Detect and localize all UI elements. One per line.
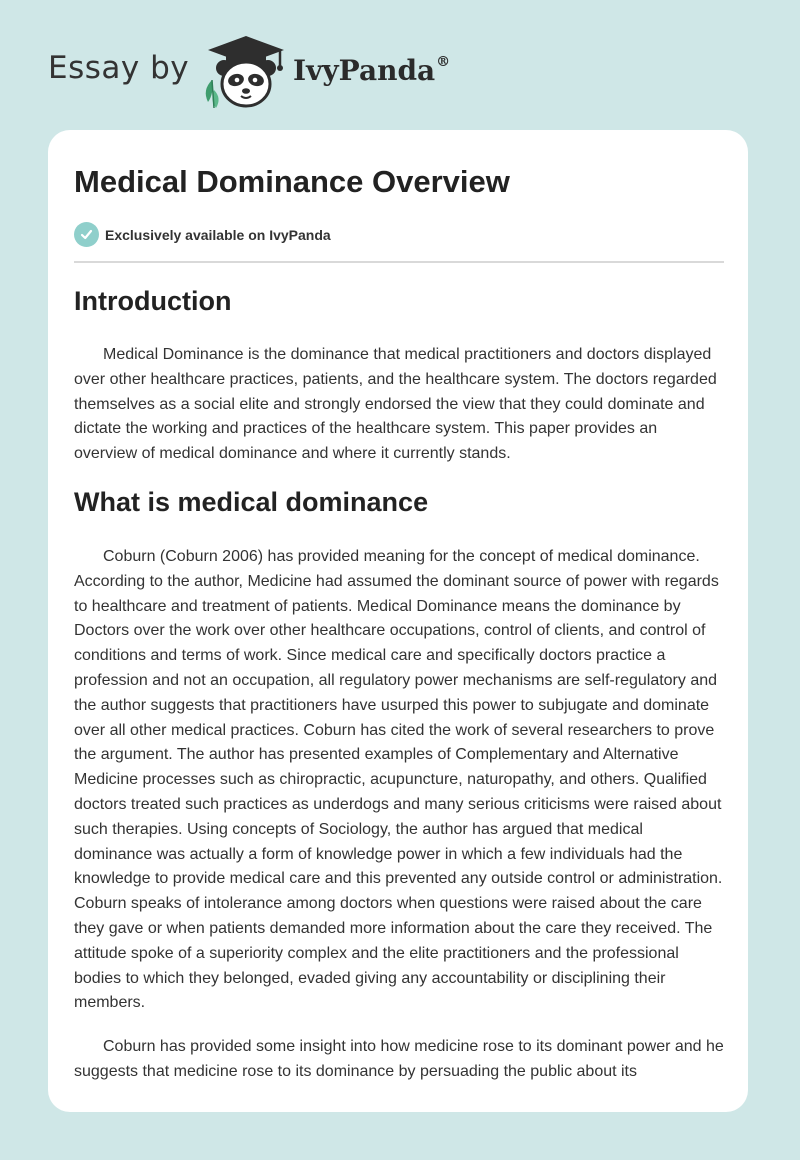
section-heading-what-is: What is medical dominance <box>74 487 429 517</box>
brand-name[interactable] <box>293 54 450 87</box>
panda-logo-icon[interactable] <box>200 32 292 110</box>
essay-card <box>48 130 748 1112</box>
check-icon <box>74 222 99 247</box>
brand-text: IvyPanda <box>293 54 436 87</box>
paragraph-what-is-2: Coburn has provided some insight into how medicine rose to its dominant power and he suggests that medicine rose to its dominance by persuading the public about its <box>74 1038 724 1080</box>
exclusive-badge <box>74 222 331 247</box>
registered-mark: ® <box>436 54 451 70</box>
site-header <box>0 0 800 120</box>
exclusive-label: Exclusively available on IvyPanda <box>105 226 331 243</box>
page-title: Medical Dominance Overview <box>74 164 510 199</box>
paragraph-what-is-1: Coburn (Coburn 2006) has provided meaning for the concept of medical dominance. According to the author, Medicine had assumed the dominant source of power with regards to healthcare and treatment of patients. Medical Dominance means the dominance by Doctors over the work over other healthcare occupations, control of clients, and control of conditions and terms of work. Since medical care and specifically doctors practice a profession and not an occupation, all regulatory power mechanisms are self-regulatory and the author suggests that practitioners have usurped this power to subjugate and dominate over all other medical practices. Coburn has cited the work of several researchers to prove the argument. The author has presented examples of Complementary and Alternative Medicine processes such as chiropractic, acupuncture, naturopathy, and others. Qualified doctors treated such practices as underdogs and many serious criticisms were raised about such therapies. Using concepts of Sociology, the author has argued that medical dominance was actually a form of knowledge power in which a few individuals had the knowledge to provide medical care and this prevented any outside control or administration. Coburn speaks of intolerance among doctors when questions were raised about the care they gave or when patients demanded more information about the care they received. The attitude spoke of a superiority complex and the elite practitioners and the professional bodies to which they belonged, evaded giving any accountability or disciplining their members. <box>74 548 723 1012</box>
title-divider <box>74 261 724 263</box>
essay-by-label: Essay by <box>48 50 190 86</box>
section-heading-introduction: Introduction <box>74 286 232 316</box>
paragraph-introduction: Medical Dominance is the dominance that medical practitioners and doctors displayed over other healthcare practices, patients, and the healthcare system. The doctors regarded themselves as a social elite and strongly endorsed the view that they could dominate and dictate the working and practices of the healthcare system. This paper provides an overview of medical dominance and where it currently stands. <box>74 346 717 463</box>
